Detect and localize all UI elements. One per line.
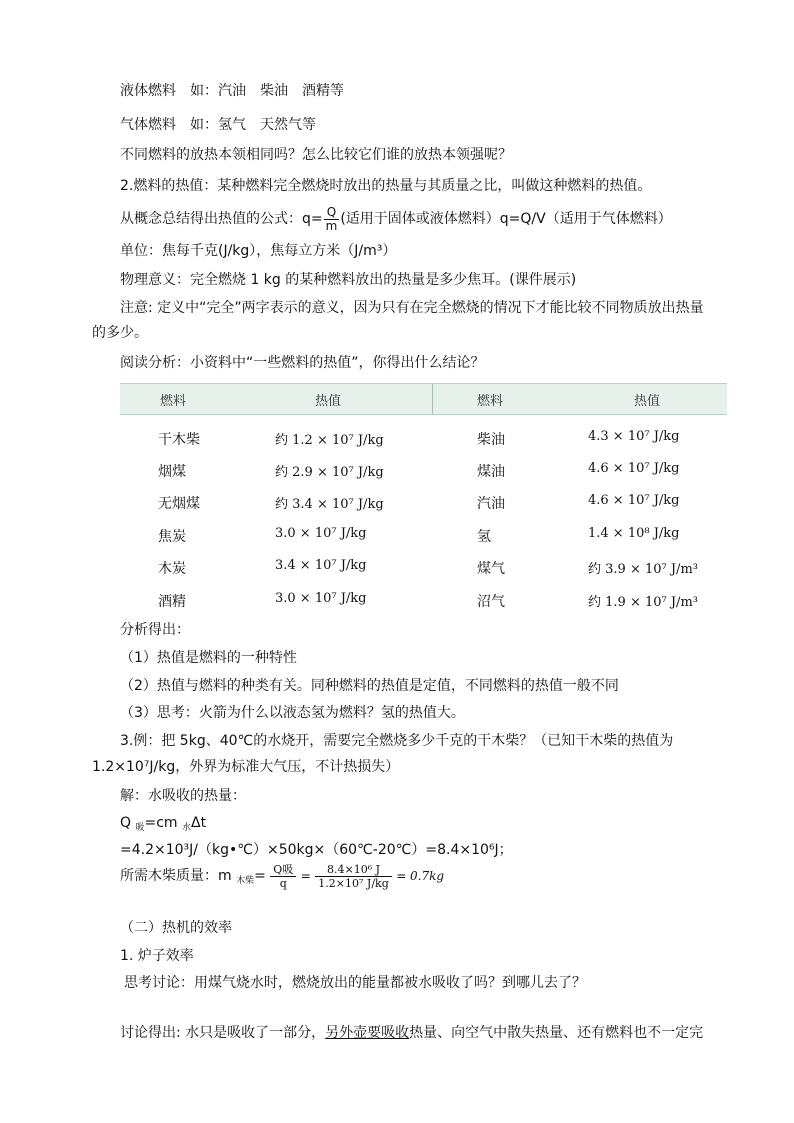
- fuel-name: 无烟煤: [158, 496, 200, 512]
- fuel-name: 氢: [477, 529, 491, 545]
- table-header-fuel-1: 燃料: [160, 394, 187, 409]
- formula-post: (适用于固体或液体燃料）q=Q/V（适用于气体燃料）: [340, 211, 672, 227]
- mass-frac2-den: 1.2×10⁷ J/kg: [318, 876, 389, 890]
- mass-result: = 0.7kg: [396, 869, 445, 883]
- text-physical-meaning: 物理意义：完全燃烧 1 kg 的某种燃料放出的热量是多少焦耳。(课件展示): [120, 272, 577, 288]
- text-question: 不同燃料的放热本领相同吗？怎么比较它们谁的放热本领强呢？: [120, 147, 512, 163]
- sol-cm-sub: 水: [182, 823, 192, 833]
- text-example-cont: 1.2×10⁷J/kg，外界为标准大气压，不计热损失）: [92, 759, 400, 775]
- text-analysis-3: （3）思考：火箭为什么以液态氢为燃料？氢的热值大。: [120, 705, 465, 721]
- sol-dt: Δt: [191, 815, 207, 831]
- formula-fraction: [324, 206, 340, 233]
- formula-numerator: Q: [324, 206, 340, 220]
- table-header-value-2: 热值: [634, 394, 661, 409]
- fuel-value: 约 3.9 × 10⁷ J/m³: [588, 562, 698, 577]
- fuel-name: 酒精: [158, 594, 186, 610]
- mass-label: 所需木柴质量：m: [120, 868, 237, 884]
- table-header-value-1: 热值: [315, 394, 342, 409]
- mass-fraction-1: [270, 863, 296, 890]
- fuel-value: 3.0 × 10⁷ J/kg: [275, 526, 367, 541]
- table-row: [120, 552, 727, 582]
- mass-eq: =: [254, 868, 266, 884]
- text-note-cont: 的多少。: [92, 325, 148, 341]
- fuel-heat-table: [120, 383, 727, 610]
- discussion-underlined: 另外壶要吸收: [325, 1025, 410, 1041]
- sol-cm: =cm: [144, 815, 183, 831]
- fuel-name: 煤油: [477, 464, 505, 480]
- text-reading: 阅读分析：小资料中“一些燃料的热值”，你得出什么结论？: [120, 355, 485, 371]
- table-header: [120, 383, 727, 415]
- text-solution-formula: [120, 813, 206, 838]
- text-analysis-1: （1）热值是燃料的一种特性: [120, 650, 297, 666]
- table-row: [120, 585, 727, 615]
- fuel-name: 干木柴: [158, 432, 200, 448]
- mass-frac2-num: 8.4×10⁶ J: [315, 863, 391, 877]
- fuel-value: 4.6 × 10⁷ J/kg: [588, 461, 680, 476]
- fuel-value: 4.3 × 10⁷ J/kg: [588, 429, 680, 444]
- fuel-value: 约 1.2 × 10⁷ J/kg: [275, 433, 384, 448]
- table-row: [120, 520, 727, 550]
- fuel-value: 约 2.9 × 10⁷ J/kg: [275, 465, 384, 480]
- fuel-value: 约 1.9 × 10⁷ J/m³: [588, 595, 698, 610]
- text-formula: [120, 205, 672, 233]
- text-analysis-heading: 分析得出：: [120, 622, 190, 638]
- discussion-a: 讨论得出: 水只是吸收了一部分，: [120, 1025, 326, 1041]
- fuel-name: 柴油: [477, 432, 505, 448]
- mass-frac1-den: q: [279, 876, 287, 890]
- fuel-value: 约 3.4 × 10⁷ J/kg: [275, 497, 384, 512]
- fuel-name: 沼气: [477, 594, 505, 610]
- fuel-name: 木炭: [158, 561, 186, 577]
- fuel-name: 汽油: [477, 496, 505, 512]
- mass-frac1-num: Q吸: [270, 863, 296, 877]
- text-stove-efficiency: 1. 炉子效率: [120, 948, 194, 964]
- table-row: [120, 423, 727, 453]
- text-solution-calc: =4.2×10³J/（kg•℃）×50kg×（60℃-20℃）=8.4×10⁶J；: [120, 842, 513, 858]
- sol-q-sub: 吸: [135, 823, 145, 833]
- text-discussion-result: [120, 1023, 703, 1043]
- formula-pre: 从概念总结得出热值的公式：q=: [120, 211, 323, 227]
- fuel-value: 1.4 × 10⁸ J/kg: [588, 526, 680, 541]
- text-note: 注意: 定义中“完全”两字表示的意义，因为只有在完全燃烧的情况下才能比较不同物质放出热量: [120, 300, 704, 316]
- mass-eq2: =: [300, 869, 311, 883]
- table-header-fuel-2: 燃料: [477, 394, 504, 409]
- mass-fraction-2: [315, 863, 391, 890]
- text-liquid-fuel: 液体燃料 如：汽油 柴油 酒精等: [120, 83, 344, 99]
- text-gas-fuel: 气体燃料 如：氢气 天然气等: [120, 117, 316, 133]
- fuel-name: 焦炭: [158, 529, 186, 545]
- text-heat-value-def: 2.燃料的热值：某种燃料完全燃烧时放出的热量与其质量之比，叫做这种燃料的热值。: [120, 178, 652, 194]
- fuel-value: 3.0 × 10⁷ J/kg: [275, 591, 367, 606]
- text-solution-mass: [120, 862, 444, 895]
- fuel-value: 4.6 × 10⁷ J/kg: [588, 493, 680, 508]
- text-analysis-2: （2）热值与燃料的种类有关。同种燃料的热值是定值，不同燃料的热值一般不同: [120, 678, 619, 694]
- formula-denominator: m: [325, 218, 338, 233]
- fuel-name: 烟煤: [158, 464, 186, 480]
- table-row: [120, 487, 727, 517]
- text-example: 3.例：把 5kg、40℃的水烧开，需要完全燃烧多少千克的干木柴？（已知干木柴的热值为: [120, 733, 674, 749]
- text-solution-heading: 解：水吸收的热量：: [120, 788, 246, 804]
- table-row: [120, 455, 727, 485]
- fuel-value: 3.4 × 10⁷ J/kg: [275, 558, 367, 573]
- mass-sub: 木柴: [236, 876, 255, 886]
- text-unit: 单位：焦每千克(J/kg），焦每立方米（J/m³）: [120, 243, 397, 259]
- sol-q: Q: [120, 815, 136, 831]
- fuel-name: 煤气: [477, 561, 505, 577]
- text-section-efficiency: （二）热机的效率: [120, 920, 232, 936]
- discussion-b: 热量、向空气中散失热量、还有燃料也不一定完: [409, 1025, 704, 1041]
- text-discussion: 思考讨论：用煤气烧水时，燃烧放出的能量都被水吸收了吗？到哪儿去了？: [124, 975, 586, 991]
- table-header-divider: [432, 384, 433, 414]
